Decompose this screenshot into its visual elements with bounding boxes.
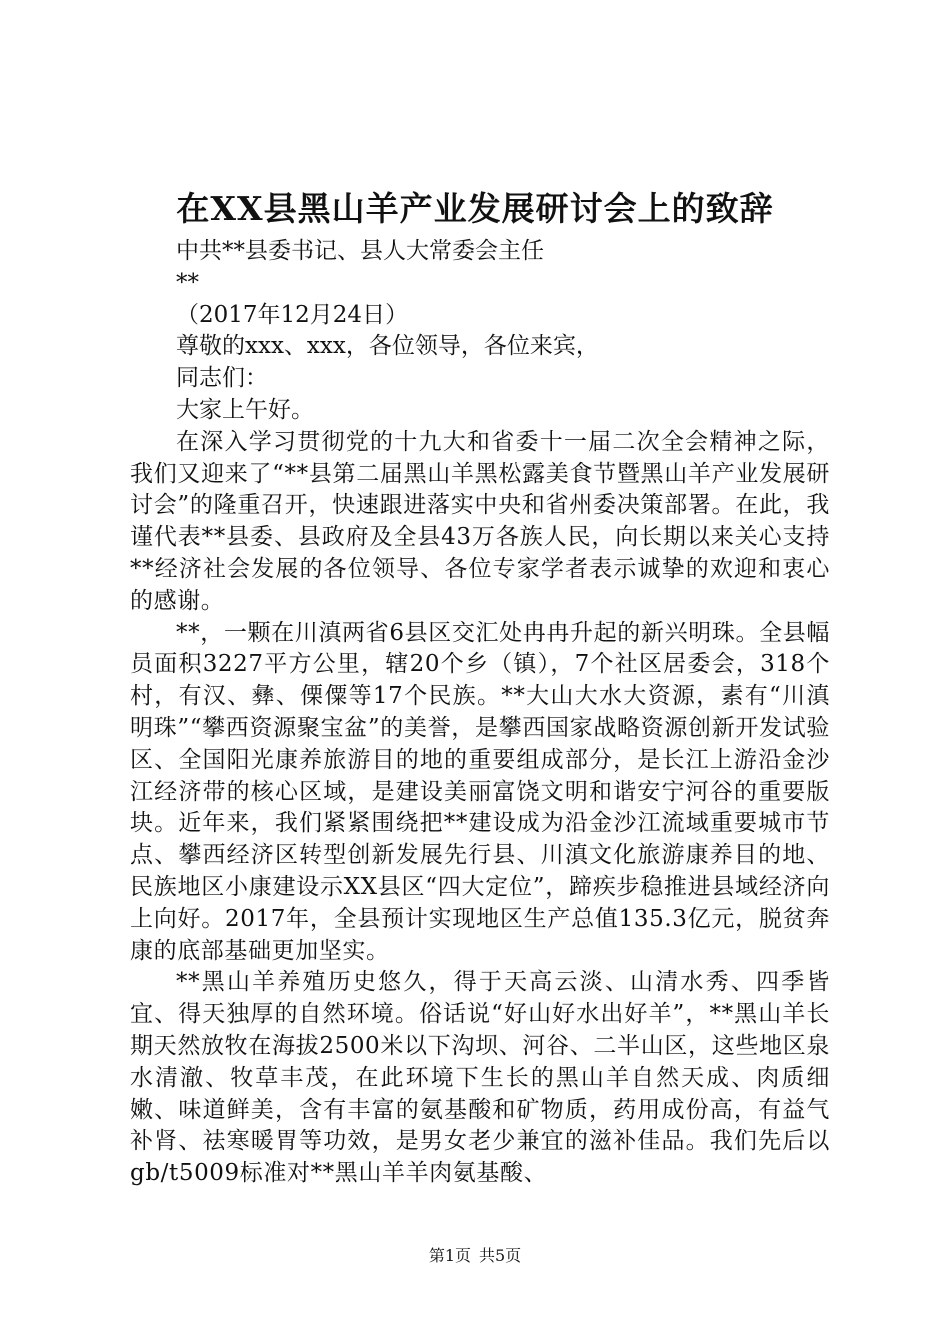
- page-total: 共5页: [479, 1246, 522, 1265]
- paragraph-county-overview: **，一颗在川滇两省6县区交汇处冉冉升起的新兴明珠。全县幅员面积3227平方公里，辖20个乡（镇），7个社区居委会，318个村，有汉、彝、傈僳等17个民族。**大山大水大资源，素有“川滇明珠”“攀西资源聚宝盆”的美誉，是攀西国家战略资源创新开发试验区、全国阳光康养旅游目的地的重要组成部分，是长江上游沿金沙江经济带的核心区域，是建设美丽富饶文明和谐安宁河谷的重要版块。近年来，我们紧紧围绕把**建设成为沿金沙江流域重要城市节点、攀西经济区转型创新发展先行县、川滇文化旅游康养目的地、民族地区小康建设示XX县区“四大定位”，蹄疾步稳推进县域经济向上向好。2017年，全县预计实现地区生产总值135.3亿元，脱贫奔康的底部基础更加坚实。: [130, 619, 830, 964]
- paragraph-intro: 在深入学习贯彻党的十九大和省委十一届二次全会精神之际，我们又迎来了“**县第二届黑山羊黑松露美食节暨黑山羊产业发展研讨会”的隆重召开，快速跟进落实中央和省州委决策部署。在此，我谨代表**县委、县政府及全县43万各族人民，向长期以来关心支持**经济社会发展的各位领导、各位专家学者表示诚挚的欢迎和衷心的感谢。: [130, 428, 830, 614]
- paragraph-black-goat: **黑山羊养殖历史悠久，得于天高云淡、山清水秀、四季皆宜、得天独厚的自然环境。俗话说“好山好水出好羊”，**黑山羊长期天然放牧在海拔2500米以下沟坝、河谷、二半山区，这些地区泉水清澈、牧草丰茂，在此环境下生长的黑山羊自然天成、肉质细嫩、味道鲜美，含有丰富的氨基酸和矿物质，药用成份高，有益气补肾、祛寒暖胃等功效，是男女老少兼宜的滋补佳品。我们先后以gb/t5009标准对**黑山羊羊肉氨基酸、: [130, 969, 830, 1187]
- document-title: 在XX县黑山羊产业发展研讨会上的致辞: [176, 189, 774, 228]
- document-body: [130, 236, 830, 1190]
- greeting-morning: 大家上午好。: [176, 396, 314, 423]
- speech-date: （2017年12月24日）: [176, 301, 409, 328]
- author-title: 中共**县委书记、县人大常委会主任: [176, 238, 544, 264]
- page-footer: [0, 1245, 950, 1267]
- greeting-comrades: 同志们：: [176, 365, 268, 392]
- salutation: 尊敬的xxx、xxx，各位领导，各位来宾，: [176, 333, 599, 360]
- author-name: **: [176, 269, 199, 296]
- page-number: 第1页: [428, 1246, 471, 1265]
